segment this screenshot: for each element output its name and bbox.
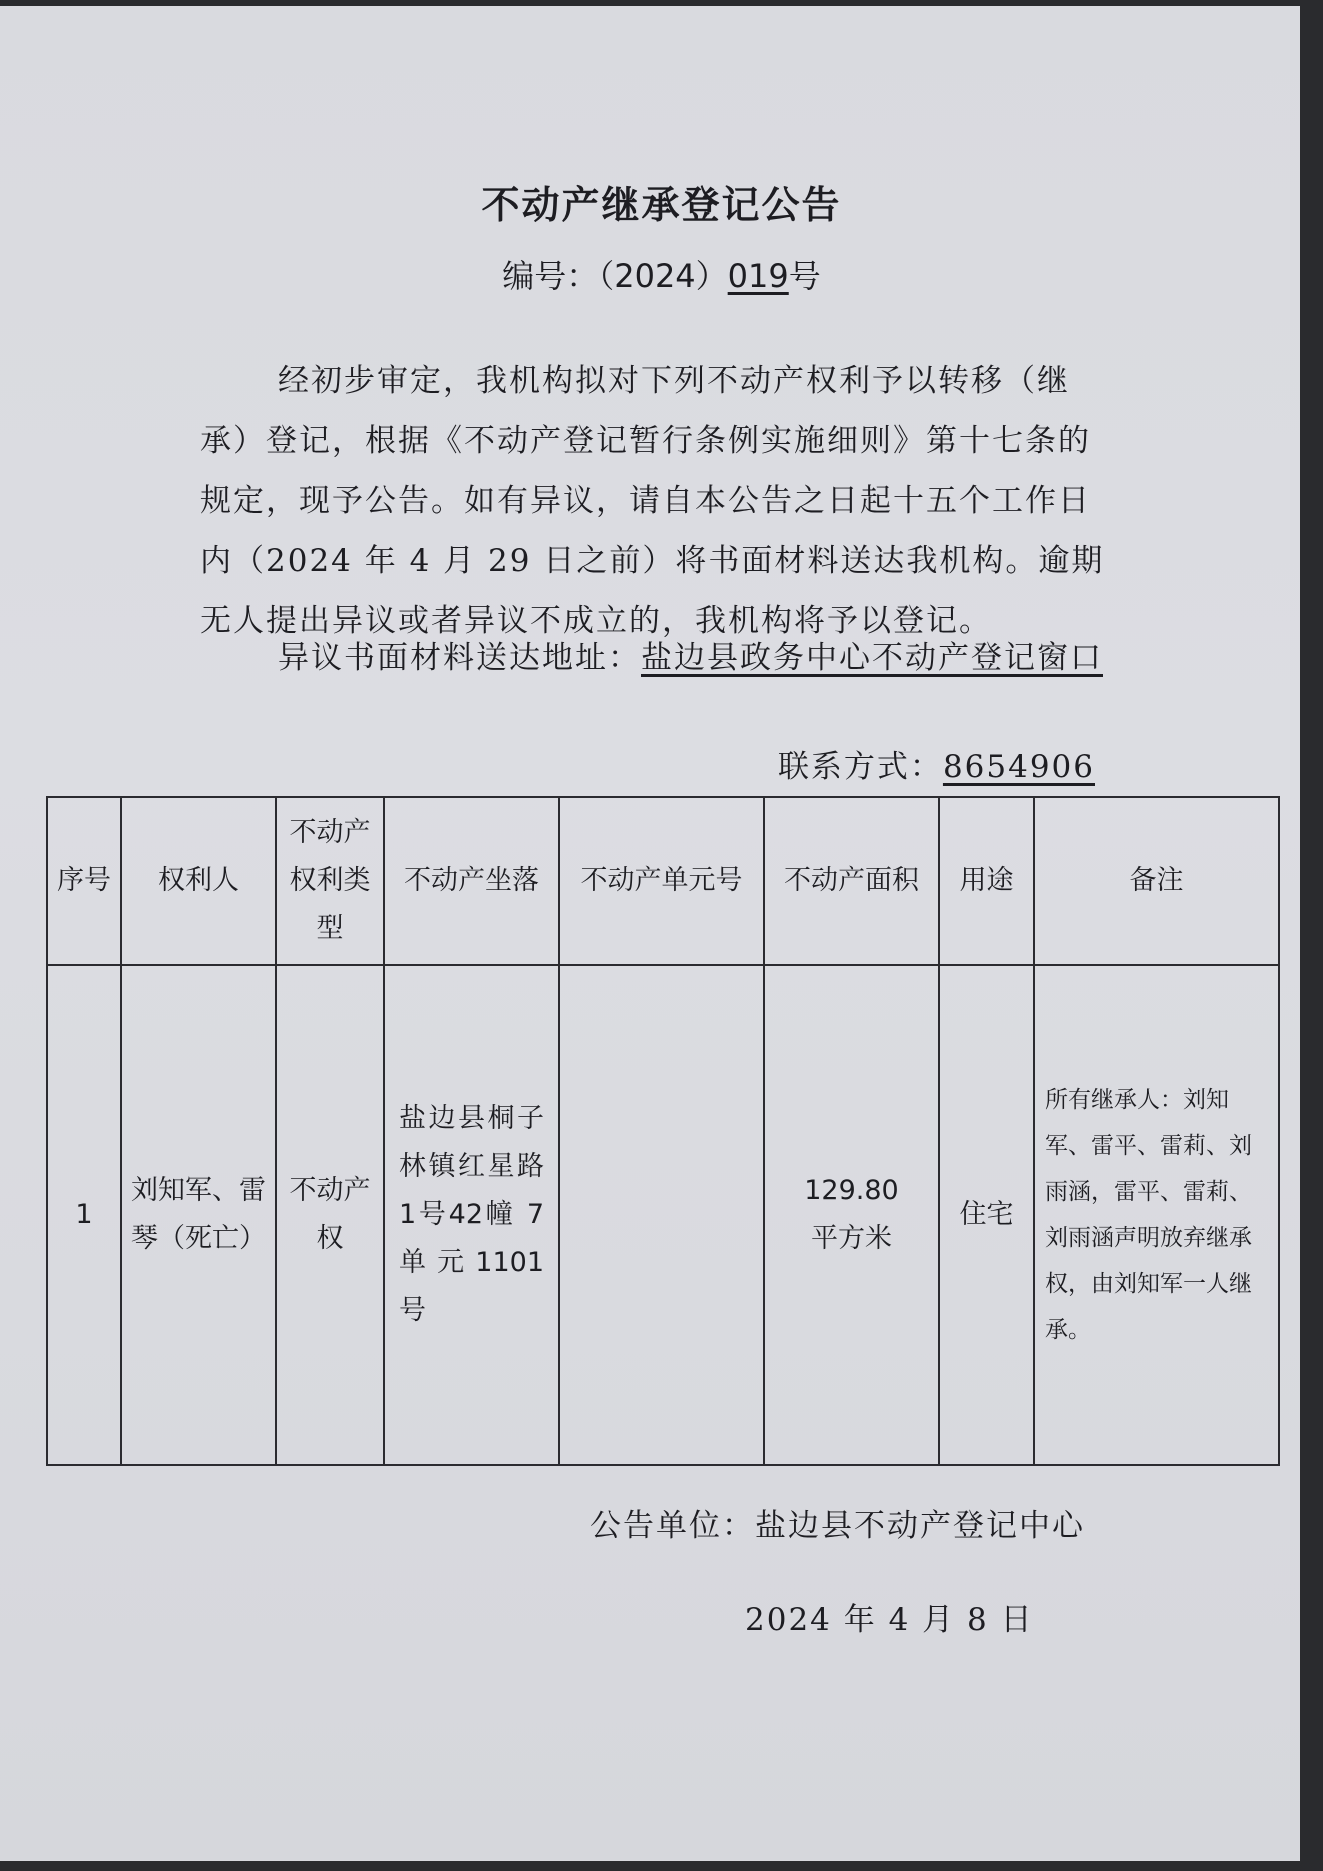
cell-unit-no <box>559 965 764 1465</box>
cell-holder: 刘知军、雷琴（死亡） <box>121 965 276 1465</box>
contact-line <box>778 741 1095 786</box>
issuing-unit-label: 公告单位： <box>590 1508 755 1544</box>
table-row <box>47 965 1279 1465</box>
area-unit: 平方米 <box>811 1223 892 1254</box>
contact-label: 联系方式： <box>777 749 943 785</box>
serial-prefix: 编号：（2024） <box>502 257 728 295</box>
serial-number <box>0 251 1323 297</box>
cell-usage: 住宅 <box>939 965 1034 1465</box>
area-value: 129.80 <box>804 1175 899 1206</box>
issuing-unit-name: 盐边县不动产登记中心 <box>755 1508 1085 1544</box>
page-title: 不动产继承登记公告 <box>481 183 842 227</box>
issue-date: 2024 年 4 月 8 日 <box>745 1602 1034 1638</box>
cell-location: 盐边县桐子林镇红星路1号42幢 7 单元1101号 <box>384 965 559 1465</box>
header-usage: 用途 <box>939 797 1034 965</box>
cell-remark: 所有继承人：刘知军、雷平、雷莉、刘雨涵，雷平、雷莉、刘雨涵声明放弃继承权，由刘知军一人继承。 <box>1034 965 1279 1465</box>
header-holder: 权利人 <box>121 797 276 965</box>
main-paragraph: 经初步审定，我机构拟对下列不动产权利予以转移（继承）登记，根据《不动产登记暂行条例实施细则》第十七条的规定，现予公告。如有异议，请自本公告之日起十五个工作日内（2024 年 4 月 29 日之前）将书面材料送达我机构。逾期无人提出异议或者异议不成立的，我机构将予以登记。 <box>200 363 1105 639</box>
objection-address-paragraph <box>200 628 1120 688</box>
serial-suffix: 号 <box>788 257 821 295</box>
objection-address: 盐边县政务中心不动产登记窗口 <box>641 640 1103 676</box>
contact-number: 8654906 <box>942 749 1095 785</box>
header-right-type: 不动产权利类型 <box>276 797 384 965</box>
header-area: 不动产面积 <box>764 797 939 965</box>
issuing-unit <box>590 1500 1085 1545</box>
header-unit-no: 不动产单元号 <box>559 797 764 965</box>
header-seq: 序号 <box>47 797 121 965</box>
header-location: 不动产坐落 <box>384 797 559 965</box>
header-remark: 备注 <box>1034 797 1279 965</box>
document-page <box>0 6 1300 1861</box>
objection-label: 异议书面材料送达地址： <box>278 640 641 676</box>
serial-number-value: 019 <box>727 257 789 295</box>
table-header-row <box>47 797 1279 965</box>
cell-right-type: 不动产权 <box>276 965 384 1465</box>
registration-table <box>46 796 1280 1466</box>
cell-seq: 1 <box>47 965 121 1465</box>
cell-area <box>764 965 939 1465</box>
